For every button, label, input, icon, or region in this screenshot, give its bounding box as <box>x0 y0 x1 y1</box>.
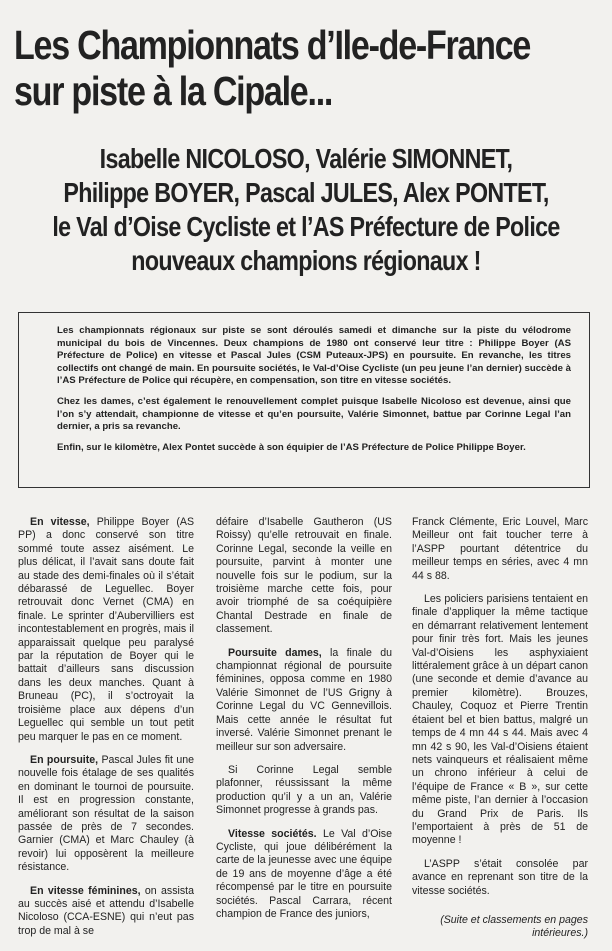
paragraph-lead: Vitesse sociétés. <box>228 827 317 840</box>
headline <box>14 22 604 114</box>
paragraph-text: L’ASPP s’était consolée par avance en reprenant son titre de la vitesse sociétés. <box>412 857 588 897</box>
paragraph <box>18 754 194 875</box>
subheadline-line-1: Isabelle NICOLOSO, Valérie SIMONNET, <box>99 143 513 174</box>
paragraph <box>18 885 194 939</box>
paragraph-lead: Poursuite dames, <box>228 646 322 659</box>
paragraph-lead: En vitesse féminines, <box>30 884 141 897</box>
paragraph-text: défaire d’Isabelle Gautheron (US Roissy) qu’elle retrouvait en finale. Corinne Legal, seconde la veille en poursuite, parvint à monter une nouvelle fois sur le podium, sur la troisième marche cette fois, pour avoir triomphé de sa coéquipière Chantal Destrade en finale de classement. <box>216 516 392 636</box>
paragraph-text: Les policiers parisiens tentaient en finale d’appliquer la même tactique en démarrant relativement lentement pour finir très fort. Mais les jeunes Val-d’Oisiens les asphyxiaient littéralement grâce à un départ canon (une seconde et demie d’avance au premier kilomètre). Brouzes, Chauley, Coquoz et Pierre Trentin étaient bel et bien battus, malgré un temps de 4 mn 44 s 44. Mais avec 4 mn 42 s 90, les Val-d’Oisiens étaient nets vainqueurs et réalisaient même un chrono inférieur à celui de l’équipe de France « B », sur cette même piste, l’an dernier à l’occasion du Grand Prix de Paris. Ils l’emportaient à près de 51 de moyenne ! <box>412 593 588 847</box>
subheadline-line-3: le Val d’Oise Cycliste et l’AS Préfecture de Police <box>52 211 560 242</box>
paragraph-text: Philippe Boyer (AS PP) a donc conservé son titre sommé toute assez aisément. Le plus délicat, il l’avait sans doute fait au stade des demi-finales où il s’était débarassé de Leguellec. Boyer retrouvait donc Vernet (CMA) en finale. Le sprinter d’Aubervilliers est incontestablement en progrès, mais il apparaissait quelque peu paralysé par la réputation de Boyer qui le battait d’ailleurs sans discussion dans les deux manches. Quant à Bruneau (PC), il s’octroyait la troisième place aux dépens d’un Leguellec qui semble un tout petit peu marquer le pas en ce moment. <box>18 516 195 743</box>
subheadline-line-4: nouveaux champions régionaux ! <box>131 245 481 276</box>
subheadline <box>0 142 612 278</box>
column-3 <box>412 516 588 951</box>
paragraph <box>216 828 392 922</box>
paragraph-text: Franck Clémente, Eric Louvel, Marc Meilleur ont fait toucher terre à l’ASPP pourtant détentrice du meilleur temps en séries, avec 4 mn 44 s 88. <box>412 516 588 582</box>
paragraph <box>216 516 392 637</box>
article-columns <box>18 516 594 940</box>
lead-paragraph-2: Chez les dames, c’est également le renouvellement complet puisque Isabelle Nicoloso est devenue, ainsi que l’on s’y attendait, championne de vitesse et qu’en poursuite, Valérie Simonnet, battue par Corinne Legal l’an dernier, a pris sa revanche. <box>57 395 571 433</box>
headline-line-1: Les Championnats d’Ile-de-France <box>14 22 531 68</box>
column-1 <box>18 516 194 948</box>
paragraph-lead: En vitesse, <box>30 516 90 528</box>
paragraph <box>412 593 588 848</box>
lead-paragraph-3: Enfin, sur le kilomètre, Alex Pontet succède à son équipier de l’AS Préfecture de Police Philippe Boyer. <box>57 441 526 453</box>
paragraph <box>412 516 588 583</box>
paragraph <box>18 516 194 744</box>
paragraph-text: on assista au succès aisé et attendu d’Isabelle Nicoloso (CCA-ESNE) qui n’eut pas trop de mal à se <box>18 884 194 937</box>
paragraph <box>216 764 392 818</box>
paragraph-text: Si Corinne Legal semble plafonner, réussissant la même production qu’il y a un an, Valérie Simonnet progresse à grands pas. <box>216 763 392 817</box>
subheadline-line-2: Philippe BOYER, Pascal JULES, Alex PONTET, <box>63 177 549 208</box>
column-2 <box>216 516 392 931</box>
paragraph-text: la finale du championnat régional de poursuite féminines, opposa comme en 1980 Valérie Simonnet de l’US Grigny à Corinne Legal du VC Gennevillois. Mais cette année le résultat fut inversé. Valérie Simonnet prenant le meilleur sur son adversaire. <box>216 646 392 753</box>
paragraph <box>412 858 588 898</box>
continuation-note: (Suite et classements en pages intérieures.) <box>440 913 588 940</box>
lead-paragraph-1: Les championnats régionaux sur piste se sont déroulés samedi et dimanche sur la piste du vélodrome municipal du bois de Vincennes. Deux champions de 1980 ont conservé leur titre : Philippe Boyer (AS Préfecture de Police) en vitesse et Pascal Jules (CSM Puteaux-JPS) en poursuite. En revanche, les titres collectifs ont changé de main. En poursuite sociétés, le Val-d’Oise Cycliste (un peu jeune l’an dernier) succède à l’AS Préfecture de Police qui récupère, en compensation, son titre en vitesse sociétés. <box>57 325 571 387</box>
lead-box <box>18 312 590 488</box>
paragraph-text: Le Val d’Oise Cycliste, qui joue délibérément la carte de la jeunesse avec une équipe de 19 ans de moyenne d’âge a été récompensé par le titre en poursuite sociétés. Pascal Carrara, récent champion de France des juniors, <box>216 827 392 920</box>
headline-line-2: sur piste à la Cipale... <box>14 68 333 114</box>
paragraph <box>216 647 392 754</box>
paragraph-lead: En poursuite, <box>30 753 99 766</box>
paragraph-text: Pascal Jules fit une nouvelle fois étalage de ses qualités en dominant le tournoi de poursuite. Il est en progression constante, améliorant son résultat de la saison passée de près de 7 secondes. Garnier (CMA) et Marc Chauley (à revoir) lui opposèrent la meilleure résistance. <box>18 753 195 874</box>
